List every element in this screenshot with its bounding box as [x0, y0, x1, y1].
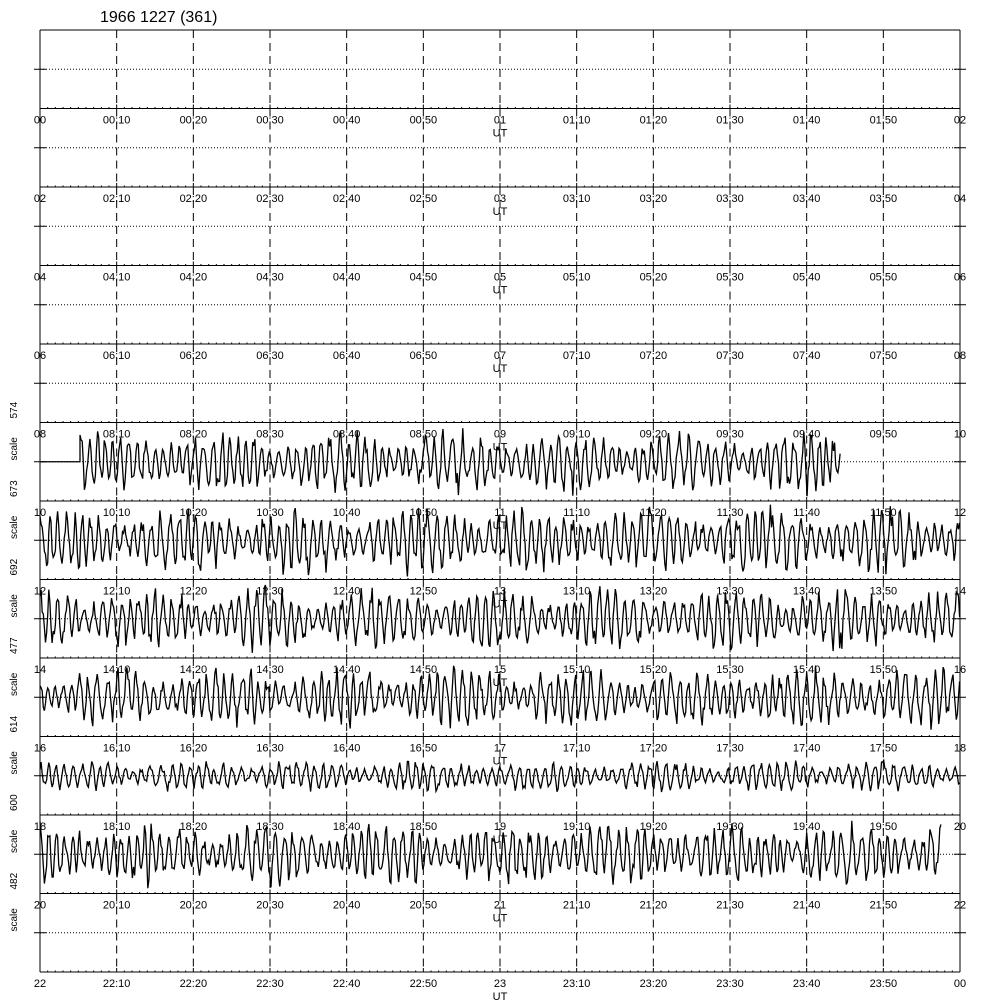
tick-label: 15 — [493, 664, 507, 676]
chart-title: 1966 1227 (361) — [100, 9, 218, 26]
tick-label: 07:20 — [639, 350, 668, 362]
tick-label: 03:40 — [792, 193, 821, 205]
tick-label: 21:30 — [716, 899, 744, 912]
tick-label: 09:10 — [562, 428, 591, 441]
tick-label: 17:30 — [716, 742, 744, 755]
tick-label: 01:10 — [562, 114, 591, 127]
tick-label: 07:50 — [869, 350, 898, 362]
tick-label: 14:20 — [179, 664, 208, 676]
scale-label: scale — [9, 437, 20, 461]
tick-label: 20 — [33, 899, 47, 912]
tick-label: 22:10 — [102, 978, 131, 990]
tick-label: 19:40 — [792, 821, 821, 833]
tick-label: 21:20 — [639, 899, 668, 912]
tick-label: 01:20 — [639, 114, 668, 127]
axis-unit-label: UT — [492, 284, 508, 297]
plot-row — [9, 344, 966, 461]
tick-label: 12:50 — [409, 585, 438, 598]
tick-label: 10:40 — [332, 507, 361, 519]
tick-label: 22 — [33, 978, 47, 990]
scale-value: 692 — [9, 558, 20, 576]
tick-label: 14:30 — [256, 664, 284, 676]
axis-unit-label: UT — [492, 127, 508, 140]
tick-label: 12 — [33, 585, 47, 598]
tick-label: 03:50 — [869, 193, 898, 205]
tick-label: 06:50 — [409, 350, 438, 362]
tick-label: 11:50 — [869, 507, 897, 519]
tick-label: 19:20 — [639, 821, 668, 833]
tick-label: 11:10 — [563, 507, 591, 519]
tick-label: 00:20 — [179, 114, 208, 127]
scale-value: 614 — [9, 715, 20, 733]
tick-label: 11:30 — [716, 507, 744, 519]
tick-label: 19:30 — [716, 821, 744, 833]
tick-label: 20:30 — [256, 899, 284, 912]
minute-ticks — [40, 576, 960, 580]
tick-label: 10:50 — [409, 507, 438, 519]
minute-ticks — [40, 497, 960, 501]
tick-label: 13 — [493, 585, 507, 598]
tick-label: 02 — [33, 193, 47, 205]
tick-label: 04:40 — [332, 271, 361, 284]
tick-label: 03:30 — [716, 193, 744, 205]
tick-label: 06 — [953, 271, 967, 284]
tick-label: 16:50 — [409, 742, 438, 755]
minute-ticks — [40, 654, 960, 658]
tick-label: 20:20 — [179, 899, 208, 912]
tick-label: 08:10 — [102, 428, 131, 441]
tick-label: 04:30 — [256, 271, 284, 284]
minute-ticks — [40, 733, 960, 737]
plot-row — [34, 894, 966, 1000]
tick-label: 20:10 — [102, 899, 131, 912]
tick-label: 03:20 — [639, 193, 668, 205]
tick-label: 07 — [493, 350, 507, 362]
axis-unit-label: UT — [492, 206, 508, 218]
scale-label: scale — [9, 672, 20, 696]
tick-label: 23 — [493, 978, 507, 990]
axis-unit-label: UT — [492, 677, 508, 689]
tick-label: 03:10 — [562, 193, 591, 205]
tick-label: 03 — [493, 193, 507, 205]
tick-label: 02:10 — [102, 193, 131, 205]
tick-label: 12:30 — [256, 585, 284, 598]
tick-label: 19 — [493, 821, 507, 833]
minute-ticks — [40, 419, 960, 423]
tick-label: 23:10 — [562, 978, 591, 990]
tick-label: 17:10 — [562, 742, 591, 755]
tick-label: 21:50 — [869, 899, 898, 912]
tick-label: 12:20 — [179, 585, 208, 598]
scale-label: scale — [9, 908, 20, 932]
tick-label: 23:20 — [639, 978, 668, 990]
tick-label: 16:40 — [332, 742, 361, 755]
tick-label: 23:30 — [716, 978, 744, 990]
minute-ticks — [40, 811, 960, 815]
tick-label: 15:50 — [869, 664, 898, 676]
tick-label: 14:40 — [332, 664, 361, 676]
tick-label: 16:20 — [179, 742, 208, 755]
tick-label: 12:10 — [102, 585, 131, 598]
tick-label: 19:50 — [869, 821, 898, 833]
tick-label: 18 — [33, 821, 47, 833]
tick-label: 22:30 — [256, 978, 284, 990]
tick-label: 22 — [953, 899, 967, 912]
axis-unit-label: UT — [492, 991, 508, 1000]
tick-label: 18:30 — [256, 821, 284, 833]
scale-value: 574 — [9, 401, 20, 419]
tick-label: 13:40 — [792, 585, 821, 598]
tick-label: 18:50 — [409, 821, 438, 833]
tick-label: 15:10 — [562, 664, 591, 676]
minute-ticks — [40, 183, 960, 187]
tick-label: 08:20 — [179, 428, 208, 441]
tick-label: 10:10 — [102, 507, 131, 519]
tick-label: 16 — [33, 742, 47, 755]
tick-label: 17:20 — [639, 742, 668, 755]
tick-label: 02:20 — [179, 193, 208, 205]
tick-label: 22:50 — [409, 978, 438, 990]
plot-row — [9, 658, 966, 775]
tick-label: 18 — [953, 742, 967, 755]
scale-label: scale — [9, 594, 20, 618]
tick-label: 23:40 — [792, 978, 821, 990]
minute-ticks — [40, 340, 960, 344]
tick-label: 10:30 — [256, 507, 284, 519]
tick-label: 09:50 — [869, 428, 898, 441]
tick-label: 05:50 — [869, 271, 898, 284]
tick-label: 09:30 — [716, 428, 744, 441]
tick-label: 06:10 — [102, 350, 131, 362]
tick-label: 23:50 — [869, 978, 898, 990]
tick-label: 08:30 — [256, 428, 284, 441]
tick-label: 20:40 — [332, 899, 361, 912]
scale-label: scale — [9, 751, 20, 775]
tick-label: 04:50 — [409, 271, 438, 284]
tick-label: 15:40 — [792, 664, 821, 676]
tick-label: 02:40 — [332, 193, 361, 205]
tick-label: 22:40 — [332, 978, 361, 990]
tick-label: 14:50 — [409, 664, 438, 676]
tick-label: 20:50 — [409, 899, 438, 912]
tick-label: 00:40 — [332, 114, 361, 127]
tick-label: 14:10 — [102, 664, 131, 676]
tick-label: 16 — [953, 664, 967, 676]
tick-label: 04:20 — [179, 271, 208, 284]
tick-label: 13:30 — [716, 585, 744, 598]
axis-unit-label: UT — [492, 755, 508, 768]
tick-label: 04 — [953, 193, 967, 205]
tick-label: 01 — [493, 114, 507, 127]
tick-label: 05 — [493, 271, 507, 284]
minute-ticks — [40, 105, 960, 109]
tick-label: 04:10 — [102, 271, 131, 284]
tick-label: 08:40 — [332, 428, 361, 441]
plot-rows — [9, 30, 966, 1000]
scale-value: 477 — [9, 637, 20, 654]
tick-label: 11 — [494, 507, 506, 519]
tick-label: 07:40 — [792, 350, 821, 362]
tick-label: 05:30 — [716, 271, 744, 284]
tick-label: 08 — [33, 428, 47, 441]
tick-label: 21 — [493, 899, 507, 912]
tick-label: 00 — [953, 978, 967, 990]
axis-unit-label: UT — [492, 363, 508, 375]
tick-label: 10:20 — [179, 507, 208, 519]
tick-label: 02 — [953, 114, 967, 127]
plot-row — [9, 815, 966, 932]
axis-unit-label: UT — [492, 520, 508, 532]
tick-label: 20 — [953, 821, 967, 833]
tick-label: 04 — [33, 271, 47, 284]
tick-label: 10 — [33, 507, 47, 519]
axis-unit-label: UT — [492, 834, 508, 846]
tick-label: 06:20 — [179, 350, 208, 362]
tick-label: 05:10 — [562, 271, 591, 284]
tick-label: 11:20 — [639, 507, 667, 519]
tick-label: 00 — [33, 114, 47, 127]
tick-label: 16:10 — [102, 742, 131, 755]
tick-label: 09:20 — [639, 428, 668, 441]
axis-unit-label: UT — [492, 598, 508, 611]
tick-label: 13:10 — [562, 585, 591, 598]
plot-row — [9, 423, 966, 540]
scale-value: 673 — [9, 480, 20, 497]
tick-label: 17 — [493, 742, 507, 755]
tick-label: 02:50 — [409, 193, 438, 205]
axis-unit-label: UT — [492, 441, 508, 454]
tick-label: 18:20 — [179, 821, 208, 833]
scale-value: 482 — [9, 872, 20, 890]
tick-label: 18:10 — [102, 821, 131, 833]
tick-label: 09:40 — [792, 428, 821, 441]
scale-label: scale — [9, 515, 20, 539]
tick-label: 09 — [493, 428, 507, 441]
scale-value: 600 — [9, 794, 20, 811]
tick-label: 08 — [953, 350, 967, 362]
scale-label: scale — [9, 829, 20, 853]
tick-label: 17:40 — [792, 742, 821, 755]
tick-label: 07:10 — [562, 350, 591, 362]
tick-label: 12:40 — [332, 585, 361, 598]
tick-label: 10 — [953, 428, 967, 441]
axis-unit-label: UT — [492, 912, 508, 925]
minute-ticks — [40, 262, 960, 266]
tick-label: 12 — [953, 507, 967, 519]
tick-label: 17:50 — [869, 742, 898, 755]
tick-label: 15:20 — [639, 664, 668, 676]
tick-label: 08:50 — [409, 428, 438, 441]
tick-label: 11:40 — [793, 507, 821, 519]
tick-label: 05:40 — [792, 271, 821, 284]
tick-label: 07:30 — [716, 350, 744, 362]
tick-label: 06 — [33, 350, 47, 362]
tick-label: 22:20 — [179, 978, 208, 990]
tick-label: 14 — [953, 585, 967, 598]
tick-label: 18:40 — [332, 821, 361, 833]
tick-label: 14 — [33, 664, 47, 676]
tick-label: 01:50 — [869, 114, 898, 127]
tick-label: 06:40 — [332, 350, 361, 362]
plot-row — [9, 501, 966, 618]
tick-label: 06:30 — [256, 350, 284, 362]
tick-label: 01:30 — [716, 114, 744, 127]
tick-label: 02:30 — [256, 193, 284, 205]
tick-label: 13:50 — [869, 585, 898, 598]
tick-label: 16:30 — [256, 742, 284, 755]
tick-label: 01:40 — [792, 114, 821, 127]
tick-label: 21:40 — [792, 899, 821, 912]
tick-label: 05:20 — [639, 271, 668, 284]
tick-label: 19:10 — [562, 821, 591, 833]
minute-ticks — [40, 890, 960, 894]
tick-label: 13:20 — [639, 585, 668, 598]
tick-label: 00:30 — [256, 114, 284, 127]
tick-label: 00:50 — [409, 114, 438, 127]
tick-label: 21:10 — [562, 899, 591, 912]
minute-ticks — [40, 968, 960, 972]
tick-label: 00:10 — [102, 114, 131, 127]
tick-label: 15:30 — [716, 664, 744, 676]
